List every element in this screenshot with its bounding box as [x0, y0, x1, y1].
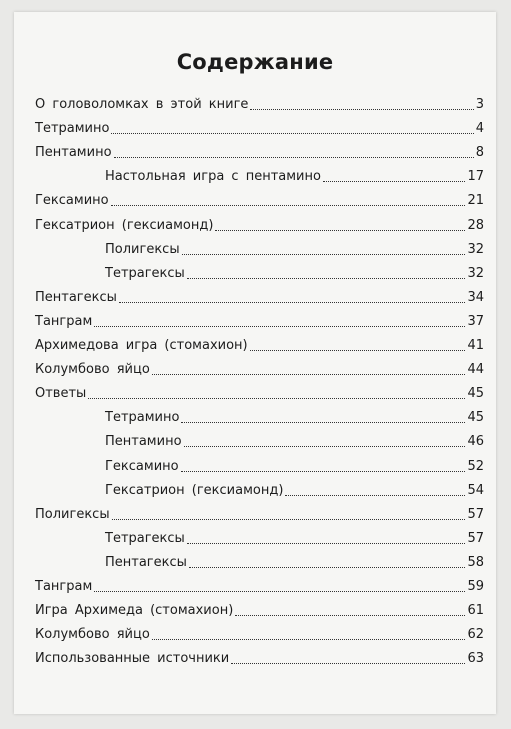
toc-entry[interactable] [35, 282, 484, 306]
toc-entry-label: Тетрамино [105, 410, 180, 426]
toc-entry-page: 63 [467, 651, 484, 667]
toc-entry-page: 45 [467, 410, 484, 426]
toc-entry-label: Использованные источники [35, 651, 230, 667]
toc-entry-label: Тетрагексы [105, 265, 185, 281]
toc-entry[interactable] [35, 89, 484, 113]
toc-entry[interactable] [35, 499, 484, 523]
toc-subentry[interactable] [35, 234, 484, 258]
toc-leader-dots [111, 133, 473, 134]
toc-entry-page: 57 [467, 530, 484, 546]
toc-leader-dots [187, 543, 466, 544]
toc-entry-label: Колумбово яйцо [35, 627, 150, 643]
toc-entry[interactable] [35, 354, 484, 378]
toc-leader-dots [181, 422, 465, 423]
toc-entry-page: 28 [467, 217, 484, 233]
toc-leader-dots [215, 230, 465, 231]
toc-leader-dots [94, 326, 465, 327]
toc-leader-dots [112, 519, 466, 520]
toc-entry-label: Тетрамино [35, 121, 110, 137]
toc-subentry[interactable] [35, 475, 484, 499]
toc-entry-label: Полигексы [105, 241, 180, 257]
toc-entry-page: 4 [475, 121, 484, 137]
toc-entry-page: 54 [467, 482, 484, 498]
toc-entry-label: Гексатрион (гексиамонд) [105, 482, 284, 498]
toc-entry[interactable] [35, 595, 484, 619]
toc-entry-label: Тетрагексы [105, 530, 185, 546]
toc-entry-label: Ответы [35, 386, 87, 402]
toc-leader-dots [114, 157, 474, 158]
toc-subentry[interactable] [35, 258, 484, 282]
toc-entry-label: Пентагексы [105, 554, 187, 570]
toc-subentry[interactable] [35, 450, 484, 474]
toc-entry-page: 17 [467, 169, 484, 185]
toc-entry-page: 46 [467, 434, 484, 450]
toc-entry-label: Пентамино [105, 434, 182, 450]
book-page [14, 12, 496, 714]
page-title: Содержание [176, 50, 334, 74]
toc-leader-dots [285, 495, 465, 496]
toc-leader-dots [119, 302, 466, 303]
toc-entry-page: 52 [467, 458, 484, 474]
toc-entry[interactable] [35, 643, 484, 667]
toc-leader-dots [184, 446, 466, 447]
toc-leader-dots [181, 471, 466, 472]
toc-entry-page: 59 [467, 578, 484, 594]
toc-leader-dots [111, 205, 466, 206]
toc-entry-label: Архимедова игра (стомахион) [35, 338, 248, 354]
toc-entry[interactable] [35, 571, 484, 595]
toc-subentry[interactable] [35, 523, 484, 547]
toc-entry-label: Гексатрион (гексиамонд) [35, 217, 214, 233]
toc-leader-dots [88, 398, 465, 399]
toc-entry-label: Колумбово яйцо [35, 362, 150, 378]
toc-entry-page: 58 [467, 554, 484, 570]
toc-entry-label: О головоломках в этой книге [35, 97, 249, 113]
toc-entry-label: Настольная игра с пентамино [105, 169, 321, 185]
toc-entry-page: 34 [467, 289, 484, 305]
toc-entry-page: 61 [467, 603, 484, 619]
toc-leader-dots [152, 639, 466, 640]
toc-leader-dots [189, 567, 466, 568]
toc-subentry[interactable] [35, 402, 484, 426]
toc-entry-page: 32 [467, 265, 484, 281]
toc-leader-dots [187, 278, 466, 279]
toc-entry-page: 8 [475, 145, 484, 161]
toc-entry-page: 37 [467, 313, 484, 329]
toc-leader-dots [235, 615, 465, 616]
toc-leader-dots [152, 374, 466, 375]
toc-entry-label: Гексамино [105, 458, 179, 474]
toc-entry-label: Танграм [35, 313, 93, 329]
toc-entry[interactable] [35, 306, 484, 330]
toc-entry[interactable] [35, 378, 484, 402]
toc-entry-page: 57 [467, 506, 484, 522]
toc-subentry[interactable] [35, 161, 484, 185]
toc-entry-page: 44 [467, 362, 484, 378]
toc-entry-label: Танграм [35, 578, 93, 594]
toc-subentry[interactable] [35, 426, 484, 450]
toc-entry-label: Гексамино [35, 193, 109, 209]
toc-leader-dots [323, 181, 465, 182]
toc-entry[interactable] [35, 619, 484, 643]
toc-entry-page: 21 [467, 193, 484, 209]
toc-entry-label: Пентагексы [35, 289, 117, 305]
toc-leader-dots [250, 109, 473, 110]
toc-subentry[interactable] [35, 547, 484, 571]
toc-entry-label: Игра Архимеда (стомахион) [35, 603, 234, 619]
toc-entry[interactable] [35, 185, 484, 209]
table-of-contents [35, 89, 484, 667]
toc-leader-dots [250, 350, 466, 351]
toc-entry-label: Полигексы [35, 506, 110, 522]
toc-entry-page: 41 [467, 338, 484, 354]
toc-entry-page: 62 [467, 627, 484, 643]
toc-entry[interactable] [35, 137, 484, 161]
toc-leader-dots [94, 591, 465, 592]
toc-entry[interactable] [35, 209, 484, 233]
toc-entry-page: 45 [467, 386, 484, 402]
toc-entry-label: Пентамино [35, 145, 112, 161]
toc-entry-page: 3 [475, 97, 484, 113]
toc-leader-dots [231, 663, 465, 664]
toc-entry[interactable] [35, 113, 484, 137]
toc-entry[interactable] [35, 330, 484, 354]
toc-leader-dots [182, 254, 466, 255]
toc-entry-page: 32 [467, 241, 484, 257]
